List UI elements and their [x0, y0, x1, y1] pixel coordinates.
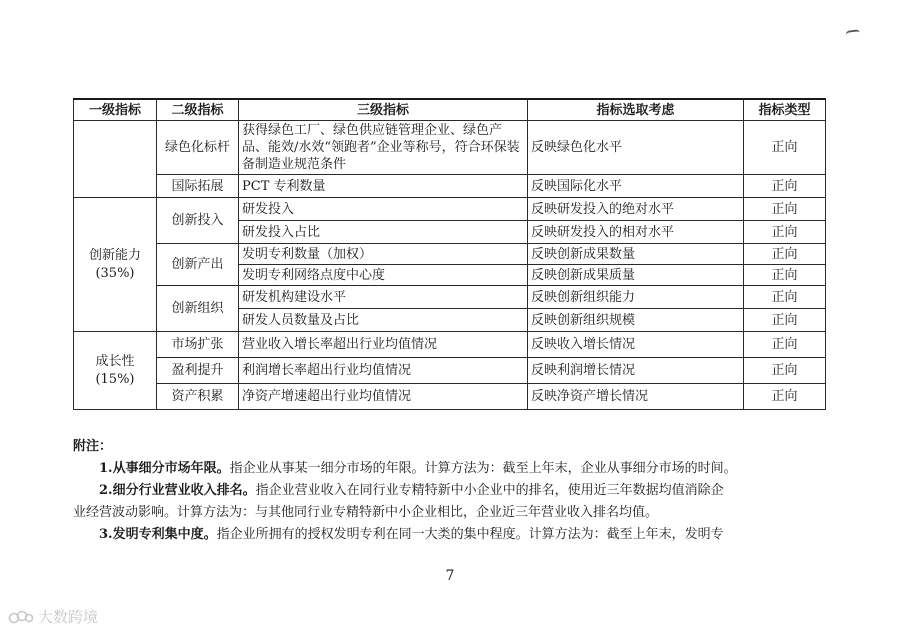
- reason-cell: 反映创新组织规模: [528, 309, 744, 332]
- scan-mark: [846, 29, 861, 39]
- table-row: [74, 332, 826, 358]
- table-row: [74, 286, 826, 309]
- reason-cell: 反映研发投入的绝对水平: [528, 198, 744, 221]
- reason-cell: 反映研发投入的相对水平: [528, 221, 744, 244]
- level3-cell: 发明专利网络点度中心度: [239, 265, 528, 286]
- notes-section: [73, 436, 833, 546]
- watermark-text: 大数跨境: [38, 608, 99, 626]
- header-level1: 一级指标: [74, 99, 157, 121]
- level3-cell: PCT 专利数量: [239, 175, 528, 198]
- header-level3: 三级指标: [239, 99, 528, 121]
- level2-cell: 创新产出: [157, 244, 239, 286]
- notes-heading: 附注：: [73, 439, 113, 454]
- table-row: [74, 121, 826, 175]
- table-row: [74, 198, 826, 221]
- level1-name: 成长性: [95, 353, 135, 369]
- level3-cell: 研发人员数量及占比: [239, 309, 528, 332]
- page-number: 7: [445, 568, 455, 584]
- type-cell: 正向: [744, 358, 826, 384]
- header-level2: 二级指标: [157, 99, 239, 121]
- watermark-logo-icon: [8, 609, 34, 625]
- level3-cell: 营业收入增长率超出行业均值情况: [239, 332, 528, 358]
- type-cell: 正向: [744, 309, 826, 332]
- level1-cell-empty: [74, 121, 157, 198]
- level1-weight: (15%): [95, 371, 135, 387]
- level2-cell: 绿色化标杆: [157, 121, 239, 175]
- reason-cell: 反映收入增长情况: [528, 332, 744, 358]
- table-row: [74, 244, 826, 265]
- level1-cell-innovation: [74, 198, 157, 332]
- note-1-text: 指企业从事某一细分市场的年限。计算方法为：截至上年末，企业从事细分市场的时间。: [229, 461, 737, 476]
- level3-cell: 净资产增速超出行业均值情况: [239, 384, 528, 410]
- reason-cell: 反映创新成果质量: [528, 265, 744, 286]
- table-row: [74, 175, 826, 198]
- note-2-text-a: 指企业营业收入在同行业专精特新中小企业中的排名，使用近三年数据均值消除企: [255, 483, 724, 498]
- level2-cell: 市场扩张: [157, 332, 239, 358]
- level2-cell: 盈利提升: [157, 358, 239, 384]
- note-2-continued: 业经营波动影响。计算方法为：与其他同行业专精特新中小企业相比，企业近三年营业收入排名均值。: [73, 505, 659, 520]
- type-cell: 正向: [744, 198, 826, 221]
- reason-cell: 反映绿色化水平: [528, 121, 744, 175]
- note-3-title: 3.发明专利集中度。: [99, 527, 217, 542]
- level3-cell: 研发机构建设水平: [239, 286, 528, 309]
- type-cell: 正向: [744, 286, 826, 309]
- type-cell: 正向: [744, 384, 826, 410]
- reason-cell: 反映国际化水平: [528, 175, 744, 198]
- reason-cell: 反映创新组织能力: [528, 286, 744, 309]
- type-cell: 正向: [744, 332, 826, 358]
- table-row: [74, 384, 826, 410]
- level2-cell: 资产积累: [157, 384, 239, 410]
- note-2-title: 2.细分行业营业收入排名。: [99, 483, 256, 498]
- header-type: 指标类型: [744, 99, 826, 121]
- note-2: [73, 480, 833, 502]
- table-header-row: [74, 99, 826, 121]
- level1-name: 创新能力: [88, 247, 141, 263]
- note-1: [73, 458, 833, 480]
- note-3: [73, 524, 833, 546]
- level1-cell-growth: [74, 332, 157, 410]
- type-cell: 正向: [744, 244, 826, 265]
- reason-cell: 反映创新成果数量: [528, 244, 744, 265]
- level3-cell: 研发投入: [239, 198, 528, 221]
- level3-cell: 研发投入占比: [239, 221, 528, 244]
- table-row: [74, 358, 826, 384]
- level1-weight: (35%): [95, 265, 135, 281]
- header-reason: 指标选取考虑: [528, 99, 744, 121]
- type-cell: 正向: [744, 221, 826, 244]
- indicator-table: [73, 98, 826, 410]
- level3-cell: 利润增长率超出行业均值情况: [239, 358, 528, 384]
- reason-cell: 反映净资产增长情况: [528, 384, 744, 410]
- level2-cell: 国际拓展: [157, 175, 239, 198]
- level3-cell: 获得绿色工厂、绿色供应链管理企业、绿色产品、能效/水效“领跑者”企业等称号，符合环保装备制造业规范条件: [239, 121, 528, 175]
- type-cell: 正向: [744, 175, 826, 198]
- level2-cell: 创新投入: [157, 198, 239, 244]
- watermark: [8, 606, 98, 627]
- note-1-title: 1.从事细分市场年限。: [99, 461, 230, 476]
- type-cell: 正向: [744, 121, 826, 175]
- level3-cell: 发明专利数量（加权）: [239, 244, 528, 265]
- reason-cell: 反映利润增长情况: [528, 358, 744, 384]
- note-3-text: 指企业所拥有的授权发明专利在同一大类的集中程度。计算方法为：截至上年末，发明专: [216, 527, 724, 542]
- level2-cell: 创新组织: [157, 286, 239, 332]
- type-cell: 正向: [744, 265, 826, 286]
